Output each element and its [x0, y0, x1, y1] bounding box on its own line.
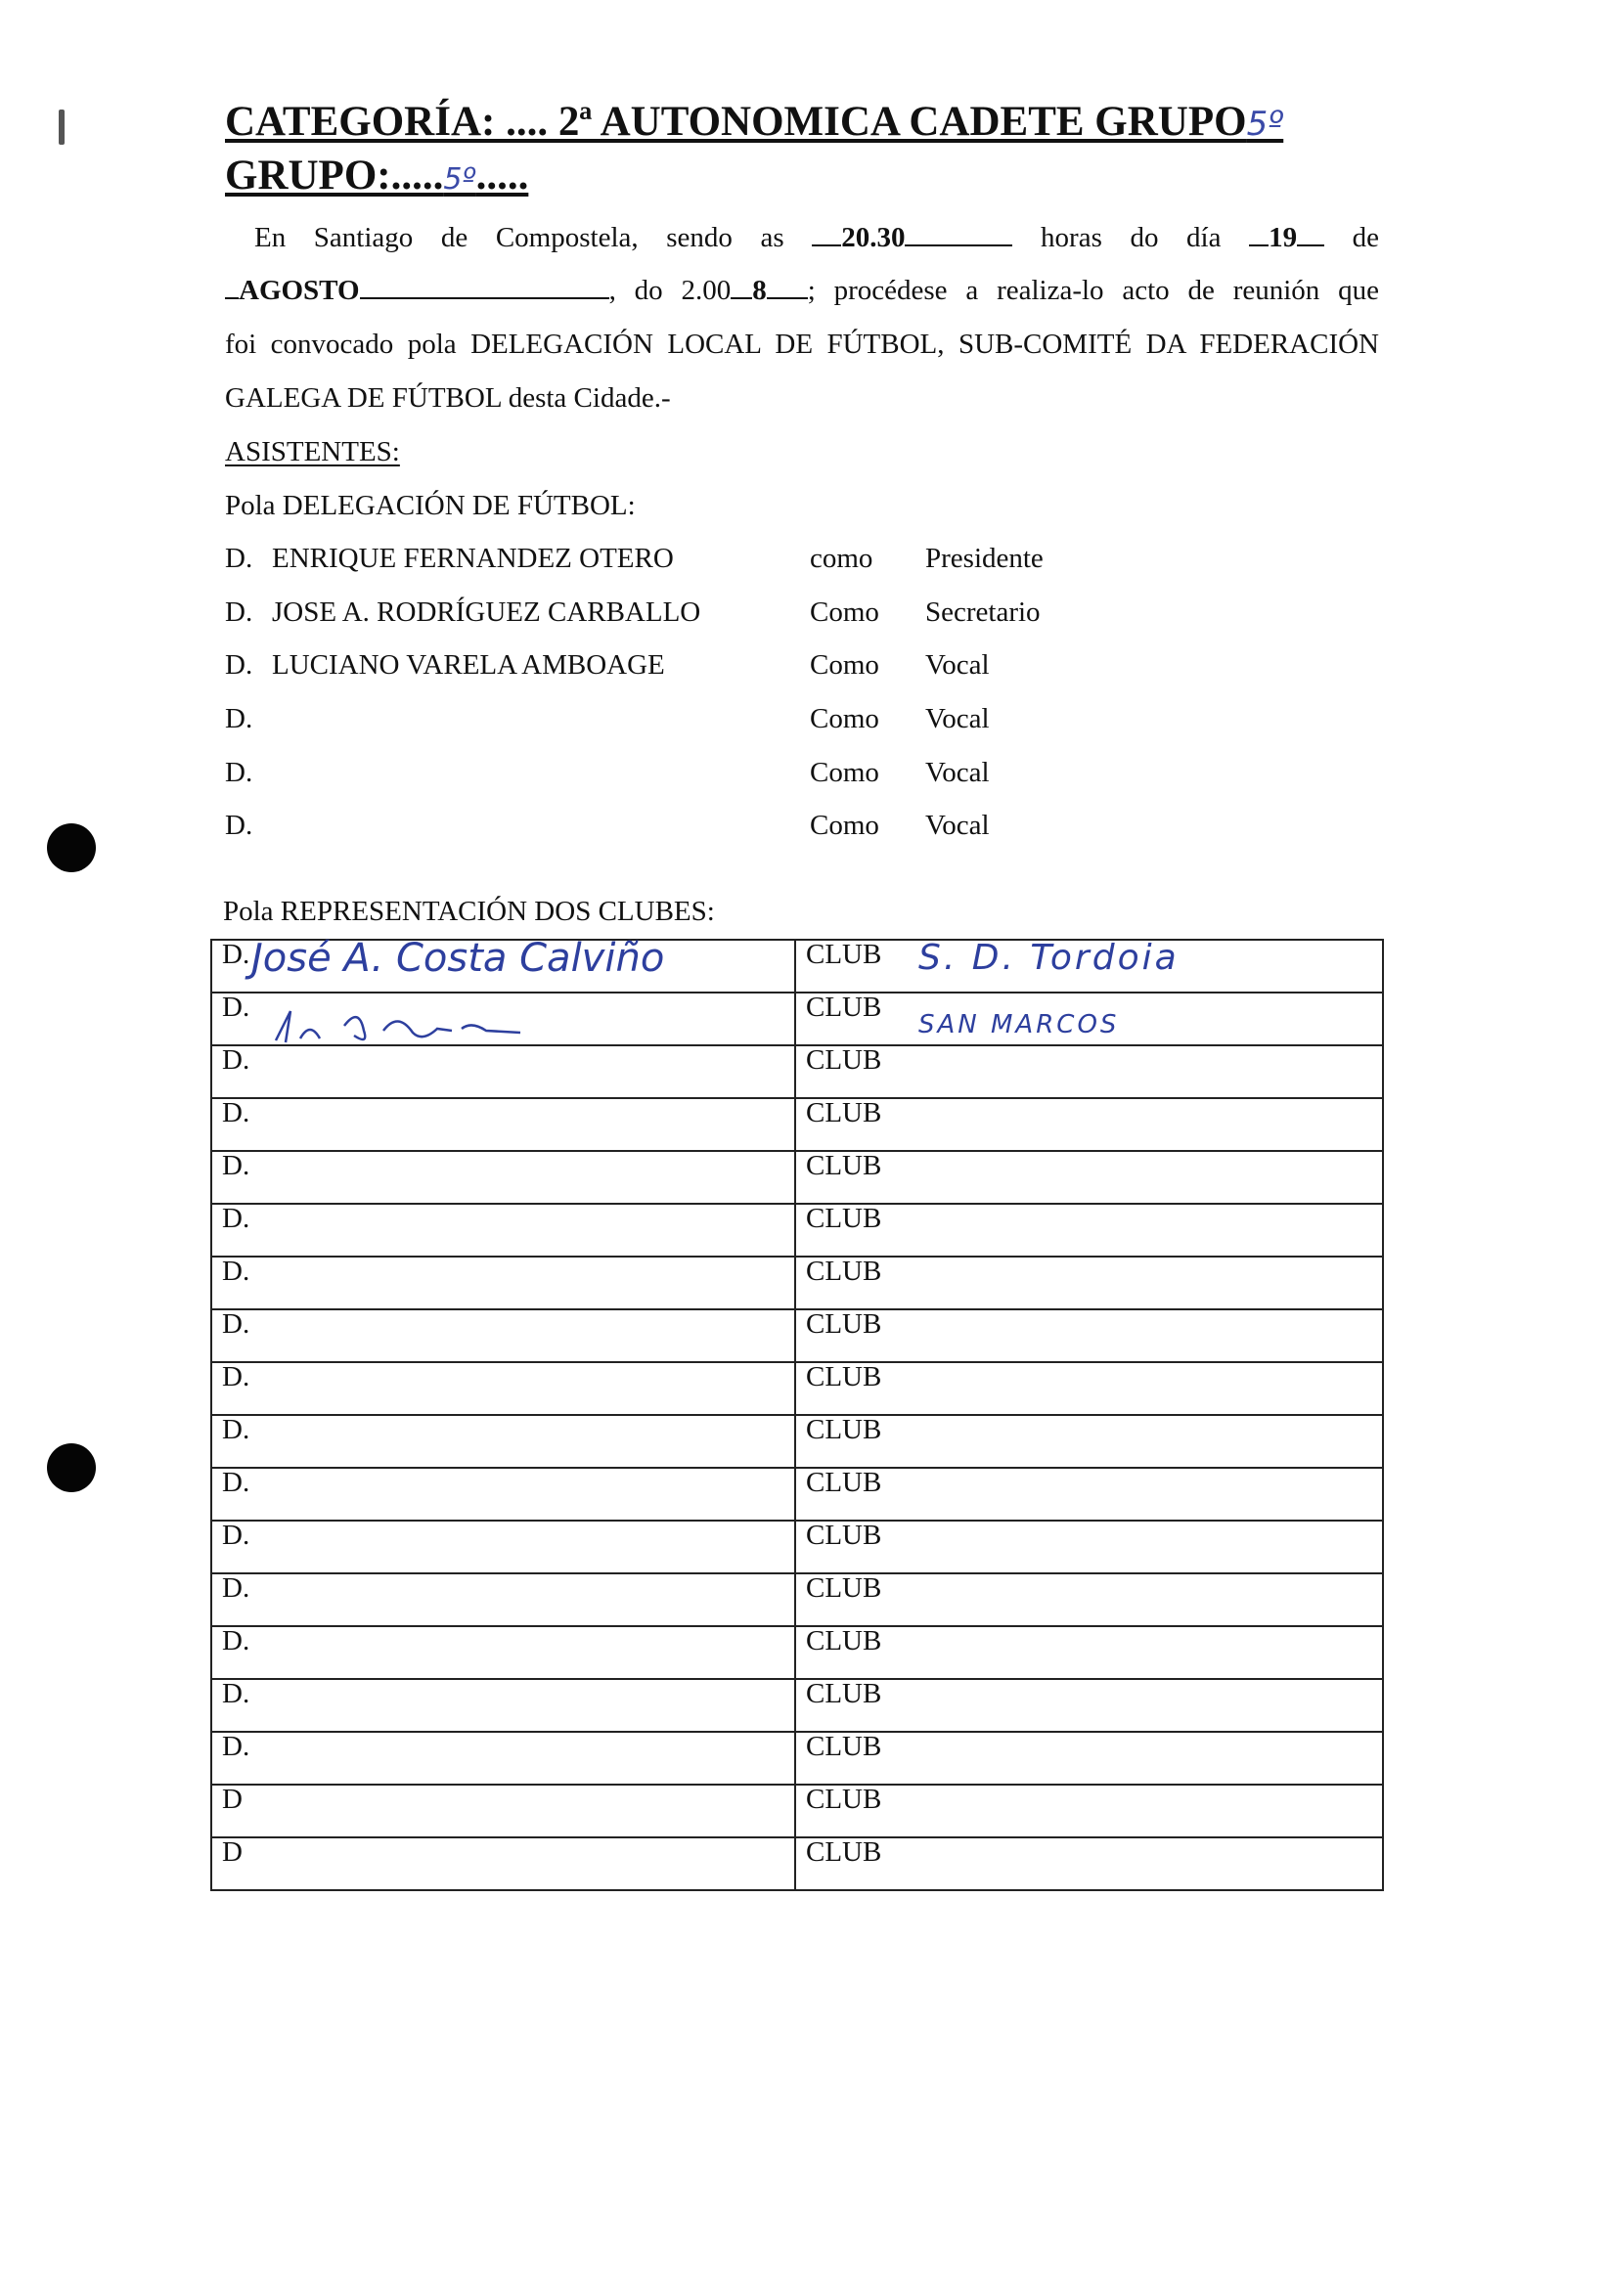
- representative-cell: [211, 1626, 795, 1679]
- d-prefix: D.: [222, 1361, 250, 1392]
- d-prefix: D.: [222, 992, 250, 1023]
- club-row: [211, 1151, 1383, 1204]
- club-row: [211, 1468, 1383, 1521]
- intro-line-3: foi convocado pola DELEGACIÓN LOCAL DE FÚTBOL, SUB-COMITÉ DA FEDERACIÓN: [225, 329, 1379, 360]
- d-prefix: D.: [222, 1256, 250, 1287]
- signature-scribble: [266, 1001, 559, 1050]
- categoria-title: CATEGORÍA: .... 2ª AUTONOMICA CADETE GRUPO5º: [225, 99, 1284, 145]
- d-prefix: D.: [222, 1150, 250, 1181]
- club-label: CLUB: [806, 1625, 882, 1656]
- club-cell: [795, 1204, 1383, 1257]
- club-label: CLUB: [806, 1784, 882, 1815]
- d-prefix: D.: [222, 1625, 250, 1656]
- club-cell: [795, 1257, 1383, 1309]
- d-prefix: D: [222, 1784, 243, 1815]
- club-cell: [795, 1362, 1383, 1415]
- club-label: CLUB: [806, 1256, 882, 1287]
- club-cell: [795, 1626, 1383, 1679]
- club-row: [211, 1679, 1383, 1732]
- club-label: CLUB: [806, 1044, 882, 1076]
- asistentes-heading: ASISTENTES:: [225, 436, 400, 467]
- club-row: [211, 1837, 1383, 1890]
- club-label: CLUB: [806, 1203, 882, 1234]
- categoria-handwritten: 5º: [1246, 105, 1284, 144]
- representative-cell: [211, 1309, 795, 1362]
- club-cell: [795, 993, 1383, 1045]
- representative-cell: [211, 936, 795, 993]
- club-cell: [795, 1098, 1383, 1151]
- representative-cell: [211, 1837, 795, 1890]
- club-row: [211, 1257, 1383, 1309]
- representative-cell: [211, 1573, 795, 1626]
- representative-cell: [211, 1151, 795, 1204]
- club-row: [211, 1204, 1383, 1257]
- representative-cell: [211, 1045, 795, 1098]
- intro-line-2: AGOSTO , do 2.00 8 ; procédese a realiza-lo acto de reunión que: [225, 264, 1379, 317]
- punch-hole-bottom: [47, 1443, 96, 1492]
- representative-cell: [211, 1415, 795, 1468]
- d-prefix: D.: [222, 1414, 250, 1445]
- d-prefix: D.: [222, 1097, 250, 1128]
- representative-cell: [211, 1098, 795, 1151]
- d-prefix: D: [222, 1836, 243, 1868]
- d-prefix: D.: [222, 1308, 250, 1340]
- d-prefix: D.: [222, 1467, 250, 1498]
- club-row: [211, 1785, 1383, 1837]
- clubes-label: Pola REPRESENTACIÓN DOS CLUBES:: [223, 896, 715, 927]
- scan-mark: [59, 110, 65, 145]
- club-row: [211, 1521, 1383, 1573]
- club-label: CLUB: [806, 1836, 882, 1868]
- club-label: CLUB: [806, 1572, 882, 1604]
- club-label: CLUB: [806, 1414, 882, 1445]
- club-cell: [795, 1045, 1383, 1098]
- club-cell: [795, 1468, 1383, 1521]
- grupo-title: GRUPO:.....5º.....: [225, 153, 529, 199]
- club-cell: [795, 940, 1383, 993]
- club-row: [211, 1362, 1383, 1415]
- intro-line-1: En Santiago de Compostela, sendo as 20.30 horas do día 19 de: [254, 222, 1380, 253]
- club-label: CLUB: [806, 992, 882, 1023]
- club-row: [211, 1045, 1383, 1098]
- club-row: [211, 1626, 1383, 1679]
- club-label: CLUB: [806, 1308, 882, 1340]
- club-row: [211, 940, 1383, 993]
- club-label: CLUB: [806, 1361, 882, 1392]
- club-label: CLUB: [806, 1467, 882, 1498]
- punch-hole-top: [47, 823, 96, 872]
- d-prefix: D.: [222, 1731, 250, 1762]
- club-name-handwritten: S. D. Tordoia: [918, 938, 1180, 978]
- club-label: CLUB: [806, 1731, 882, 1762]
- representative-cell: [211, 1679, 795, 1732]
- grupo-handwritten: 5º: [443, 162, 476, 197]
- representative-signature: José A. Costa Calviño: [251, 936, 665, 981]
- delegacion-label: Pola DELEGACIÓN DE FÚTBOL:: [225, 490, 636, 521]
- d-prefix: D.: [222, 1678, 250, 1709]
- representative-cell: [211, 1521, 795, 1573]
- club-row: [211, 1309, 1383, 1362]
- d-prefix: D.: [222, 1572, 250, 1604]
- club-row: [211, 1415, 1383, 1468]
- club-row: [211, 993, 1383, 1045]
- representative-cell: [211, 1785, 795, 1837]
- representative-cell: [211, 1732, 795, 1785]
- d-prefix: D.: [222, 939, 250, 970]
- club-row: [211, 1573, 1383, 1626]
- club-cell: [795, 1309, 1383, 1362]
- d-prefix: D.: [222, 1520, 250, 1551]
- club-label: CLUB: [806, 1150, 882, 1181]
- club-row: [211, 1732, 1383, 1785]
- club-cell: [795, 1837, 1383, 1890]
- representative-cell: [211, 1257, 795, 1309]
- representative-cell: [211, 1362, 795, 1415]
- club-cell: [795, 1151, 1383, 1204]
- club-row: [211, 1098, 1383, 1151]
- intro-line-4: GALEGA DE FÚTBOL desta Cidade.-: [225, 382, 671, 414]
- club-cell: [795, 1573, 1383, 1626]
- club-cell: [795, 1679, 1383, 1732]
- club-cell: [795, 1785, 1383, 1837]
- club-cell: [795, 1732, 1383, 1785]
- d-prefix: D.: [222, 1044, 250, 1076]
- club-cell: [795, 1415, 1383, 1468]
- club-cell: [795, 1521, 1383, 1573]
- representative-cell: [211, 1468, 795, 1521]
- club-name-handwritten: SAN MARCOS: [918, 1010, 1120, 1039]
- d-prefix: D.: [222, 1203, 250, 1234]
- club-label: CLUB: [806, 939, 882, 970]
- representative-cell: [211, 993, 795, 1045]
- clubs-table: [210, 936, 1384, 1891]
- club-label: CLUB: [806, 1678, 882, 1709]
- club-label: CLUB: [806, 1097, 882, 1128]
- representative-cell: [211, 1204, 795, 1257]
- club-label: CLUB: [806, 1520, 882, 1551]
